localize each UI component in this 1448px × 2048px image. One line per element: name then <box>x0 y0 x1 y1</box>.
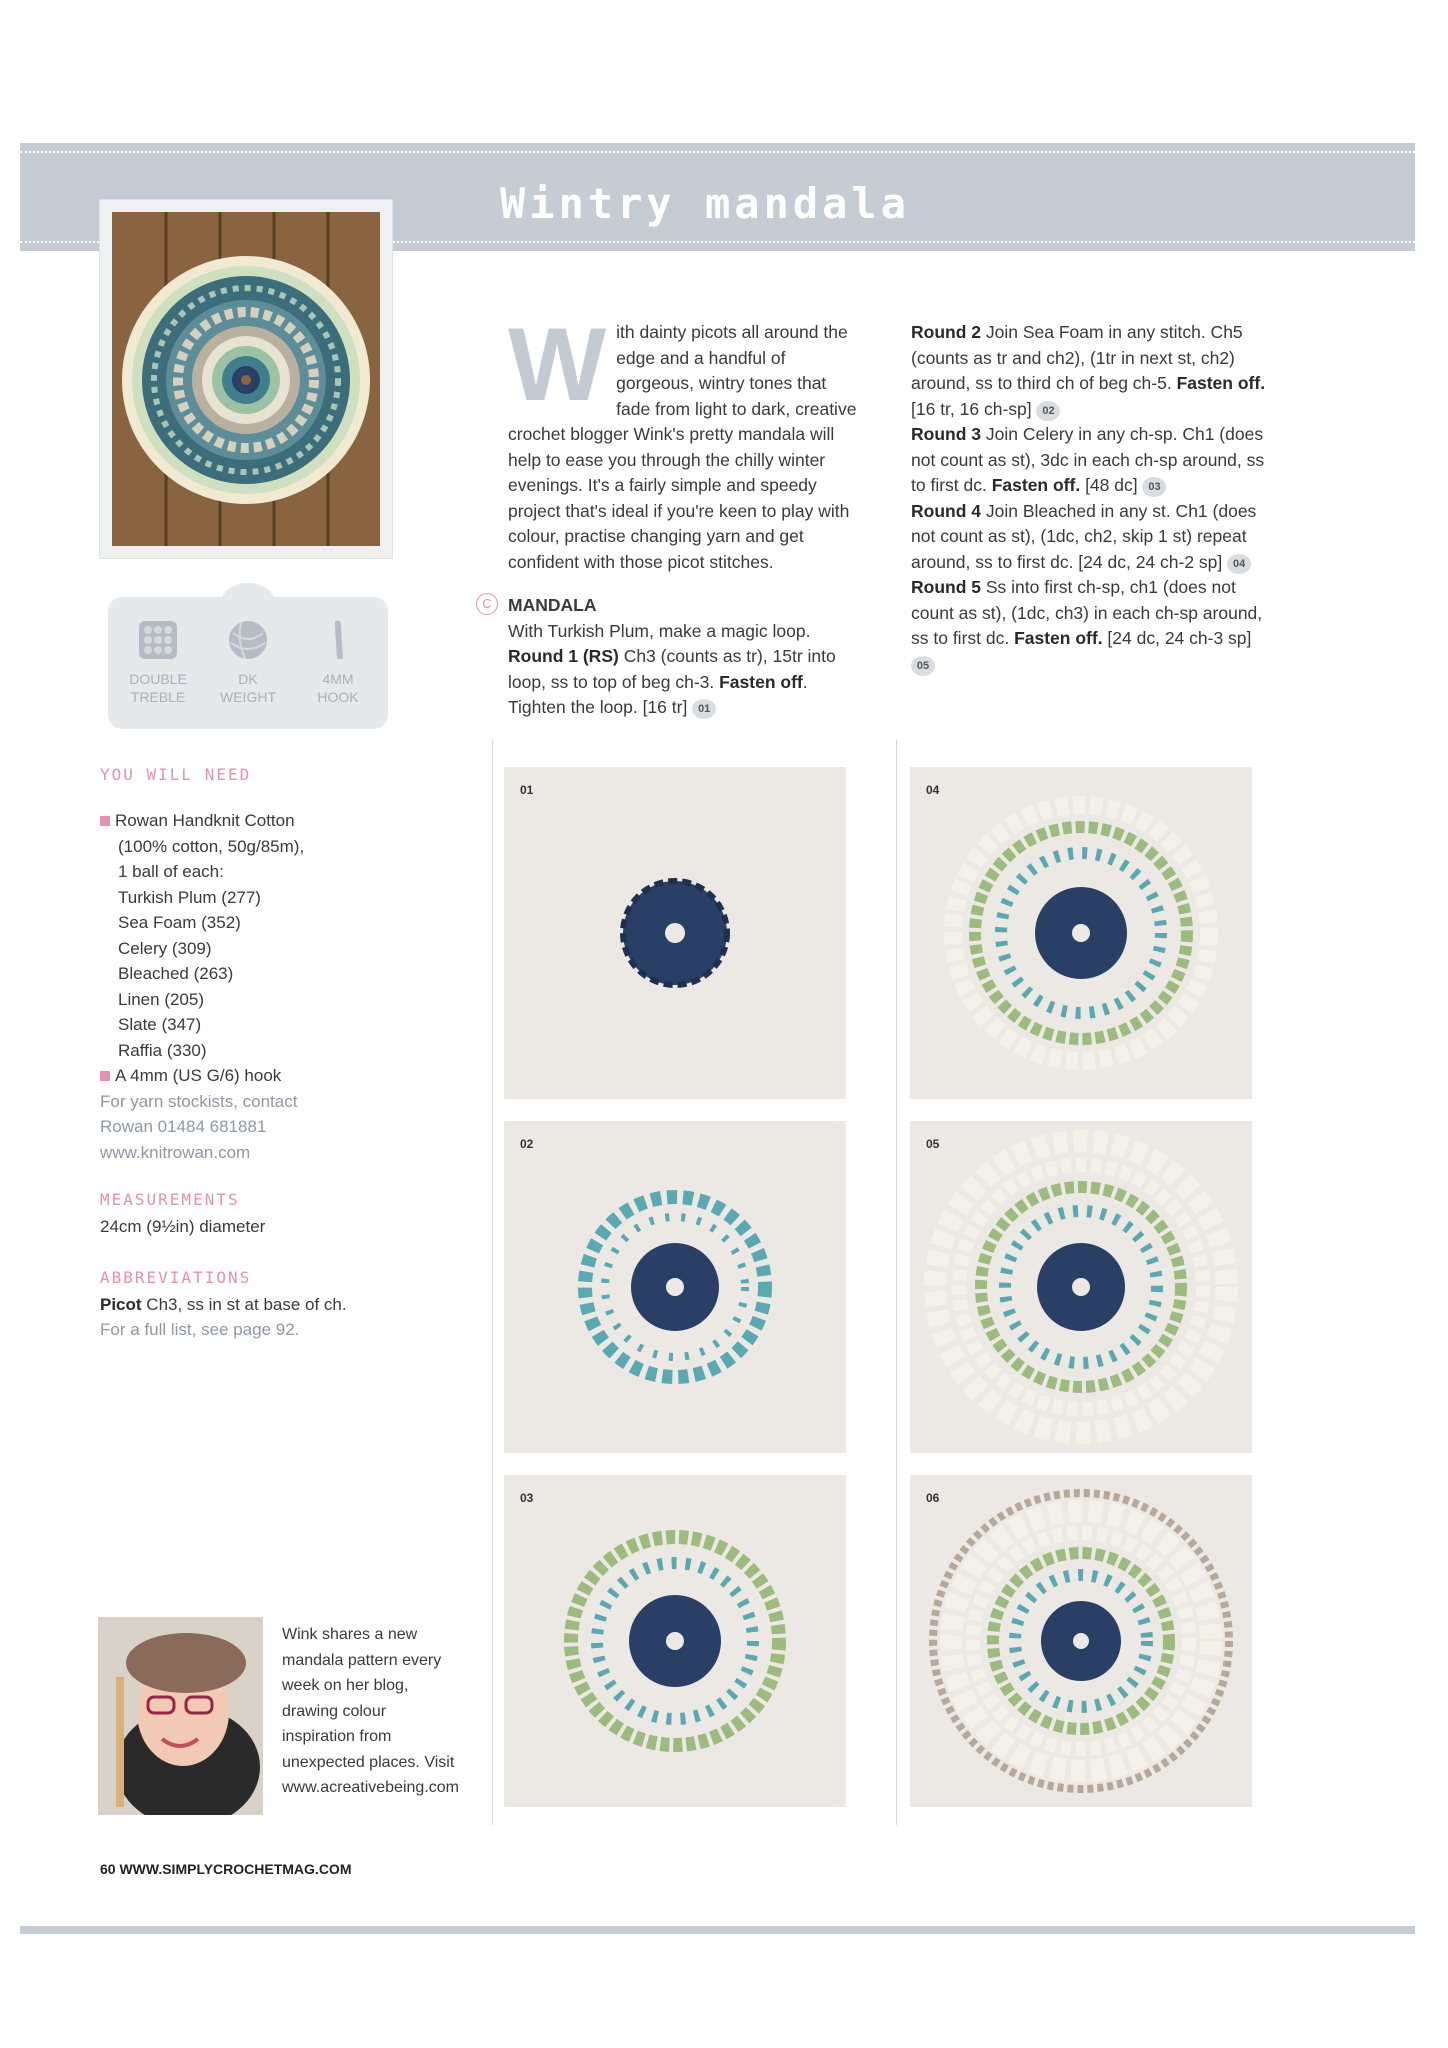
page-footer: 60 WWW.SIMPLYCROCHETMAG.COM <box>100 1861 352 1877</box>
section-mark-icon: C <box>476 593 498 615</box>
intro-text: ith dainty picots all around the edge and a handful of gorgeous, wintry tones that fade from light to dark, creative crochet blogger Wink's pretty mandala will help to ease you through the chilly winter evenings. It's a fairly simple and speedy project that's ideal if you're keen to play with colour, practise changing yarn and get confident with those picot stitches. <box>508 322 857 572</box>
stockists-text: For yarn stockists, contact <box>100 1091 298 1111</box>
rounds-column <box>911 320 1269 677</box>
skill-badges <box>108 597 388 729</box>
yarn-ball-icon <box>225 617 271 663</box>
hook-item: A 4mm (US G/6) hook <box>100 1063 400 1089</box>
measurements-text: 24cm (9½in) diameter <box>100 1217 266 1236</box>
round-4-image <box>910 767 1252 1099</box>
you-will-need-heading: YOU WILL NEED <box>100 765 252 784</box>
step-chip: 01 <box>692 699 716 719</box>
abbreviations-text <box>100 1292 400 1342</box>
mandala-section <box>482 593 863 619</box>
colour-item: Linen (205) <box>118 989 205 1009</box>
step-photo-06 <box>910 1475 1252 1807</box>
step-chip: 04 <box>1227 554 1251 574</box>
round-1: Round 1 (RS) Ch3 (counts as tr), 15tr into loop, ss to top of beg ch-3. Fasten off. Tighten the loop. [16 tr] 01 <box>508 646 836 717</box>
round-2-image <box>504 1121 846 1453</box>
round-3-image <box>504 1475 846 1807</box>
round-5-image <box>910 1121 1252 1453</box>
badge-stitch <box>118 617 198 707</box>
column-divider <box>896 740 897 1825</box>
author-bio: Wink shares a new mandala pattern every week on her blog, drawing colour inspiration from unexpected places. Visit www.acreativebeing.com <box>282 1626 459 1796</box>
badge-label: DOUBLE TREBLE <box>129 671 187 705</box>
abbreviation-term: Picot <box>100 1295 142 1314</box>
yarn-item: Rowan Handknit Cotton <box>100 808 400 834</box>
bullet-square <box>100 1071 110 1081</box>
colour-item: Slate (347) <box>118 1015 202 1034</box>
round-1-image <box>504 767 846 1099</box>
step-photo-03 <box>504 1475 846 1807</box>
colour-item: Celery (309) <box>118 938 212 958</box>
badge-hook <box>298 617 378 707</box>
photo-number: 06 <box>926 1491 940 1505</box>
mandala-intro: With Turkish Plum, make a magic loop. <box>508 620 811 641</box>
stockists-phone: Rowan 01484 681881 <box>100 1117 267 1136</box>
abbreviations-heading: ABBREVIATIONS <box>100 1268 252 1287</box>
step-photo-05 <box>910 1121 1252 1453</box>
colour-item: Raffia (330) <box>118 1040 207 1060</box>
yarn-composition: (100% cotton, 50g/85m), <box>118 836 305 856</box>
step-photo-04 <box>910 767 1252 1099</box>
step-chip: 05 <box>911 656 935 676</box>
step-photo-02 <box>504 1121 846 1453</box>
mandala-heading: MANDALA <box>508 595 597 615</box>
yarn-texture-icon <box>135 617 181 663</box>
abbreviations-more: For a full list, see page 92. <box>100 1320 300 1339</box>
crochet-hook-icon <box>315 617 361 663</box>
author-photo <box>98 1617 263 1815</box>
step-chip: 03 <box>1142 477 1166 497</box>
stockists-website[interactable]: www.knitrowan.com <box>100 1142 251 1162</box>
abbreviation-definition: Ch3, ss in st at base of ch. <box>141 1295 347 1314</box>
column-divider <box>492 740 493 1825</box>
round-2: Round 2 Join Sea Foam in any stitch. Ch5 (counts as tr and ch2), (1tr in next st, ch2) around, ss to third ch of beg ch-5. Fasten off. [16 tr, 16 ch-sp] 02 <box>911 322 1266 419</box>
photo-number: 05 <box>926 1137 940 1151</box>
intro-column <box>482 307 863 721</box>
drop-cap: W <box>508 307 607 423</box>
mandala-on-wood-image <box>112 212 380 546</box>
step-photo-01 <box>504 767 846 1099</box>
photo-number: 04 <box>926 783 940 797</box>
step-chip: 02 <box>1036 401 1060 421</box>
colour-item: Turkish Plum (277) <box>118 887 261 907</box>
hero-mandala-photo <box>100 200 392 558</box>
round-5: Round 5 Ss into first ch-sp, ch1 (does not count as st), (1dc, ch3) in each ch-sp around, ss to first dc. Fasten off. [24 dc, 24 ch-3 sp] 05 <box>911 575 1269 677</box>
yarn-quantity: 1 ball of each: <box>118 862 224 881</box>
round-3: Round 3 Join Celery in any ch-sp. Ch1 (does not count as st), 3dc in each ch-sp around, ss to first dc. Fasten off. [48 dc] 03 <box>911 424 1265 495</box>
photo-number: 03 <box>520 1491 534 1505</box>
bullet-square <box>100 816 110 826</box>
round-4: Round 4 Join Bleached in any st. Ch1 (does not count as st), (1dc, ch2, skip 1 st) repeat around, ss to first dc. [24 dc, 24 ch-2 sp] 04 <box>911 500 1257 572</box>
colour-item: Sea Foam (352) <box>118 913 241 932</box>
badge-weight <box>208 617 288 707</box>
photo-number: 02 <box>520 1137 534 1151</box>
round-6-image <box>910 1475 1252 1807</box>
materials-list <box>100 808 400 1165</box>
colour-item: Bleached (263) <box>118 964 234 983</box>
bottom-bar <box>20 1926 1415 1934</box>
badge-label: 4MM HOOK <box>317 671 359 705</box>
photo-number: 01 <box>520 783 534 797</box>
measurements-heading: MEASUREMENTS <box>100 1190 240 1209</box>
page-title: Wintry mandala <box>500 179 911 228</box>
badge-label: DK WEIGHT <box>220 671 276 705</box>
